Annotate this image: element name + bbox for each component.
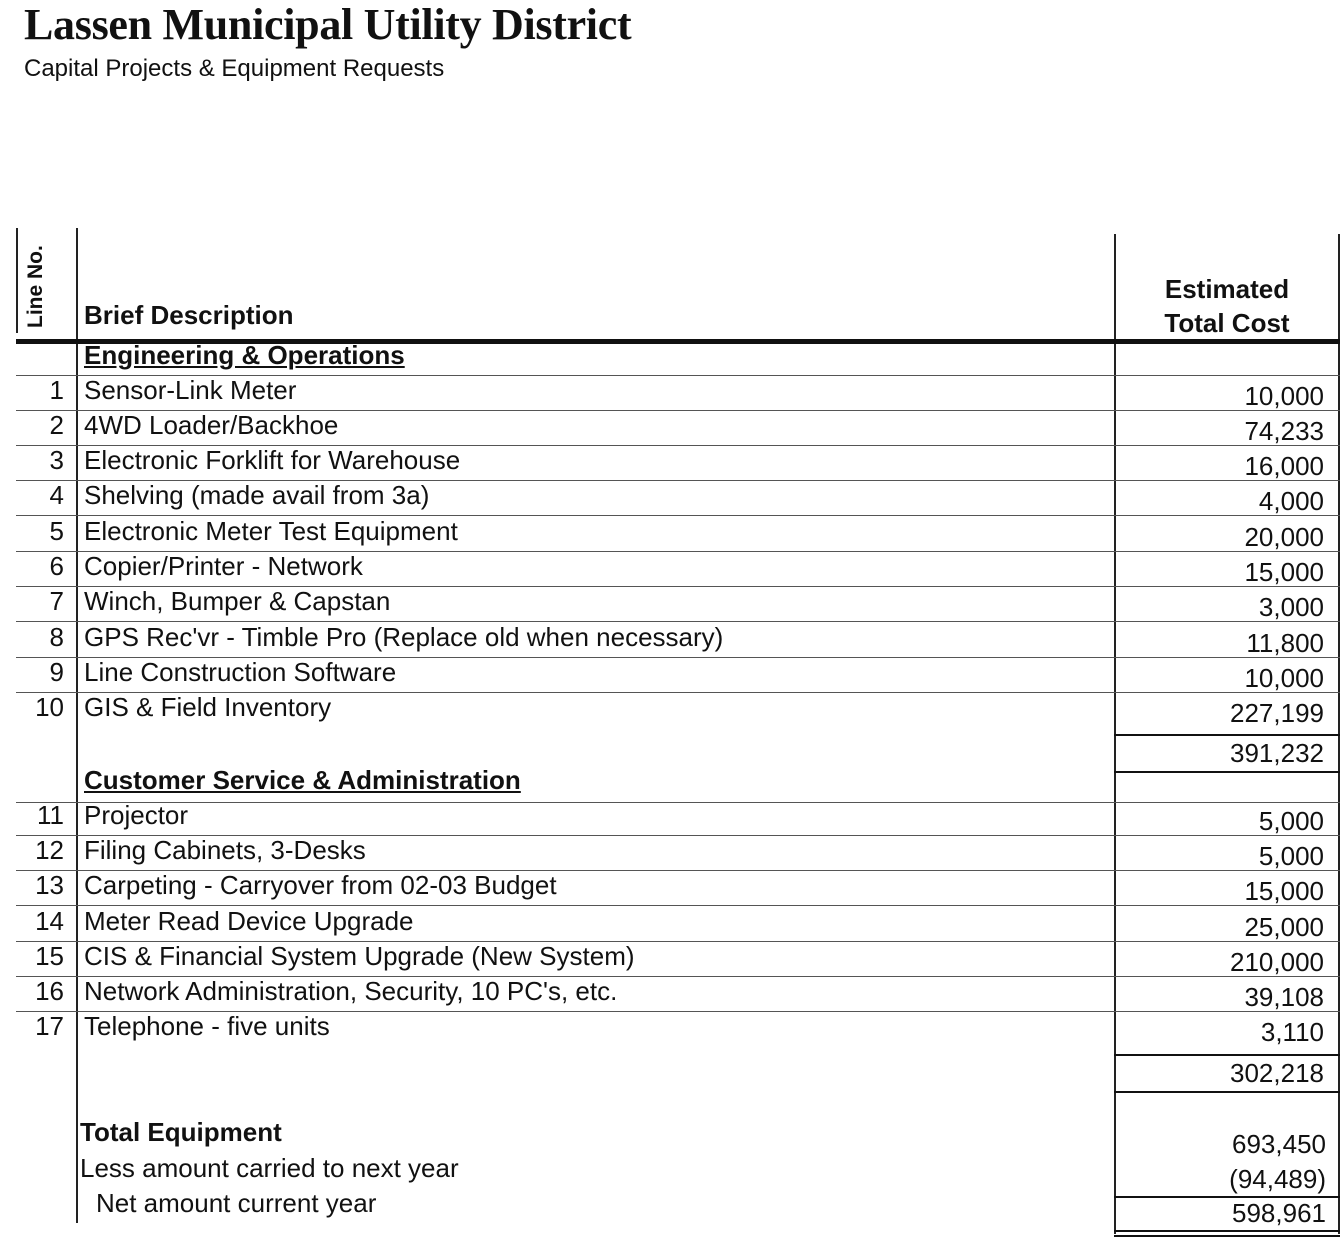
item-description: 4WD Loader/Backhoe: [84, 410, 339, 440]
item-cost: 227,199: [1230, 698, 1324, 728]
item-cost: 10,000: [1244, 381, 1324, 411]
total-equipment-label: Total Equipment: [80, 1117, 282, 1147]
section-heading-row: [16, 340, 1340, 376]
item-description: GIS & Field Inventory: [84, 692, 332, 722]
item-cost: 5,000: [1258, 841, 1324, 871]
line-number: 1: [49, 375, 64, 405]
table-row: [16, 551, 1340, 587]
item-cost: 5,000: [1258, 806, 1324, 836]
item-description: CIS & Financial System Upgrade (New System): [84, 941, 635, 971]
item-description: Electronic Forklift for Warehouse: [84, 445, 461, 475]
item-cost: 15,000: [1244, 557, 1324, 587]
subtotal-value: 391,232: [1230, 738, 1324, 768]
table-row: [16, 906, 1340, 942]
item-description: Carpeting - Carryover from 02-03 Budget: [84, 870, 557, 900]
total-equipment-value: 693,450: [1232, 1129, 1326, 1159]
item-description: Projector: [84, 800, 189, 830]
item-cost: 20,000: [1244, 522, 1324, 552]
net-current-year-label: Net amount current year: [96, 1188, 377, 1218]
line-number: 3: [49, 445, 64, 475]
column-divider-left: [16, 228, 18, 333]
section-heading-row: [16, 767, 1340, 803]
item-description: Meter Read Device Upgrade: [84, 906, 414, 936]
line-number: 10: [35, 692, 64, 722]
item-cost: 25,000: [1244, 912, 1324, 942]
item-description: Network Administration, Security, 10 PC's, etc.: [84, 976, 618, 1006]
line-number: 15: [35, 941, 64, 971]
less-carried-value: (94,489): [1229, 1164, 1326, 1194]
line-number: 16: [35, 976, 64, 1006]
item-description: Electronic Meter Test Equipment: [84, 516, 458, 546]
table-row: [16, 445, 1340, 481]
item-cost: 11,800: [1246, 628, 1324, 658]
item-cost: 74,233: [1244, 416, 1324, 446]
table-row: [16, 835, 1340, 871]
section-subtotal-customer-service: [1114, 1054, 1340, 1093]
net-current-year-value: 598,961: [1232, 1198, 1326, 1228]
item-description: Sensor-Link Meter: [84, 375, 297, 405]
table-row: [16, 657, 1340, 693]
net-double-underline: [1114, 1230, 1340, 1237]
line-number: 14: [35, 906, 64, 936]
line-number: 11: [37, 800, 64, 830]
page-title: Lassen Municipal Utility District: [24, 0, 632, 49]
page-subtitle: Capital Projects & Equipment Requests: [24, 55, 445, 82]
subtotal-value: 302,218: [1230, 1058, 1324, 1088]
item-cost: 3,110: [1260, 1017, 1324, 1047]
header-brief-description: Brief Description: [84, 300, 294, 330]
item-description: Copier/Printer - Network: [84, 551, 363, 581]
capital-projects-table: Line No. Brief Description Estimated Total Cost Engineering & Operations 1 Sensor-Link Meter 10,000 2 4WD Loader/Backhoe 74,233 3 Electronic Forklift for Warehouse 16,000 4 Shelving (made avail from 3a) 4,000 5 Electronic Meter Test Equipment 20,000 6 Copier/Printer - Network 15,000 7 Winch, Bumper & Capstan 3,000 8 GPS Rec'vr - Timble Pro (Replace old when necessary) 11,800 9 Line Construction Software 10,000 10 GIS & Field Inventory 227,199 391,232 Customer Service & Administration 11 Projector 5,000 12 Filing Cabinets, 3-Desks 5,000 13 Carpeting - Carryover from 02-03 Budget 15,000 14 Meter Read Device Upgrade 25,000 15 CIS & Financial System Upgrade (New System) 210,000 16 Network Administration, Security, 10 PC's, etc. 39,108 17 Telephone - five units 3,110 302,218 Total Equipment 693,450 Less amount carried to next year (94,489) Net amount current year 598,961: [16, 228, 1340, 1238]
item-description: Line Construction Software: [84, 657, 397, 687]
table-row: [16, 1011, 1340, 1046]
line-number: 13: [35, 870, 64, 900]
table-row: [16, 692, 1340, 727]
item-cost: 3,000: [1258, 592, 1324, 622]
line-number: 17: [35, 1011, 64, 1041]
line-number: 7: [49, 586, 64, 616]
table-row: [16, 941, 1340, 977]
section-title-engineering: Engineering & Operations: [84, 340, 405, 370]
line-number: 5: [49, 516, 64, 546]
line-number: 12: [35, 835, 64, 865]
line-number: 4: [49, 480, 64, 510]
item-cost: 15,000: [1244, 876, 1324, 906]
item-cost: 10,000: [1244, 663, 1324, 693]
table-row: [16, 586, 1340, 622]
item-cost: 4,000: [1258, 486, 1324, 516]
table-row: [16, 375, 1340, 411]
section-title-customer-service: Customer Service & Administration: [84, 765, 521, 795]
line-number: 6: [49, 551, 64, 581]
table-row: [16, 516, 1340, 552]
table-row: [16, 622, 1340, 658]
less-carried-label: Less amount carried to next year: [80, 1153, 459, 1183]
header-cost-line2: Total Cost: [1164, 308, 1290, 338]
item-cost: 210,000: [1230, 947, 1324, 977]
item-cost: 16,000: [1244, 451, 1324, 481]
item-description: Filing Cabinets, 3-Desks: [84, 835, 366, 865]
item-cost: 39,108: [1244, 982, 1324, 1012]
table-row: [16, 410, 1340, 446]
item-description: GPS Rec'vr - Timble Pro (Replace old when necessary): [84, 622, 724, 652]
line-number: 9: [49, 657, 64, 687]
item-description: Shelving (made avail from 3a): [84, 480, 430, 510]
line-number: 2: [49, 410, 64, 440]
item-description: Winch, Bumper & Capstan: [84, 586, 391, 616]
header-cost-line1: Estimated: [1164, 274, 1290, 304]
table-row: [16, 870, 1340, 906]
table-row: [16, 976, 1340, 1012]
table-row: [16, 480, 1340, 516]
item-description: Telephone - five units: [84, 1011, 330, 1041]
header-estimated-total-cost: [1114, 272, 1340, 340]
table-row: [16, 800, 1340, 836]
line-number: 8: [49, 622, 64, 652]
